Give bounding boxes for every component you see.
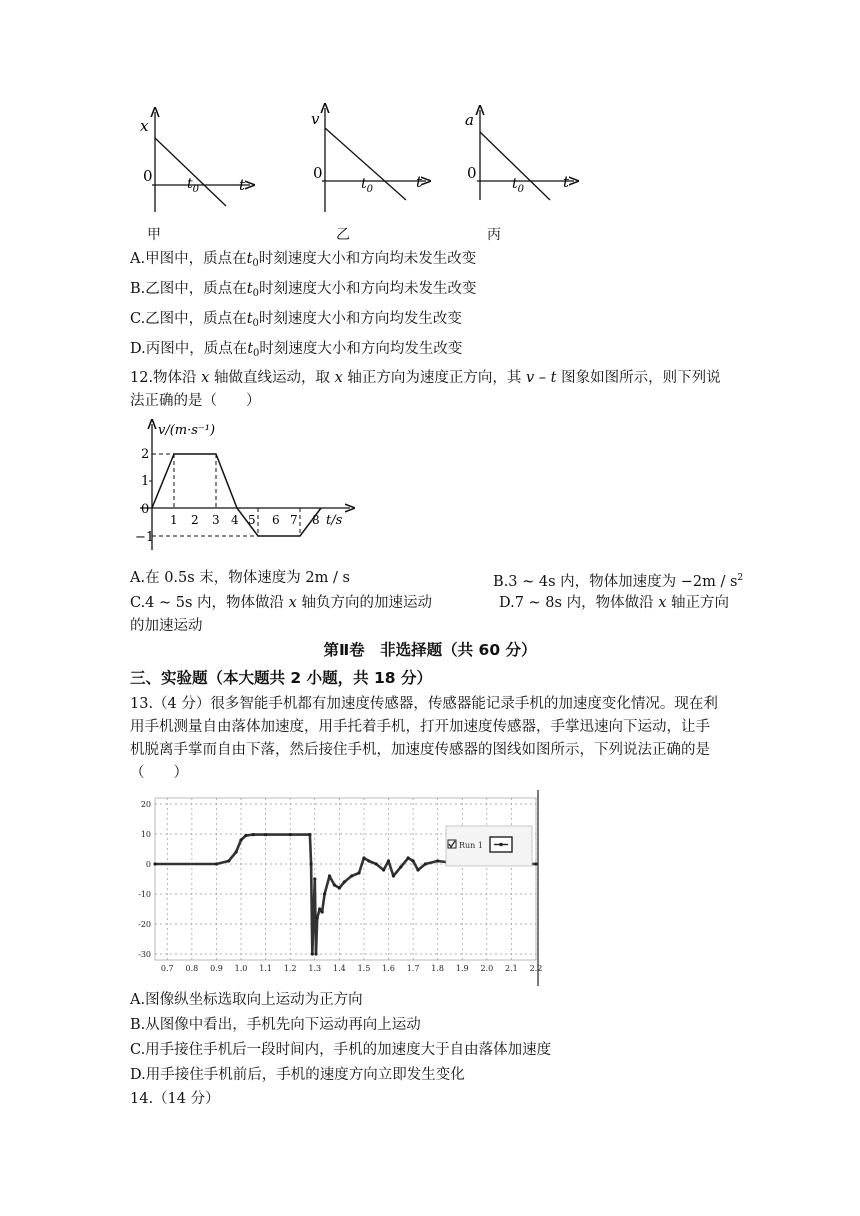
accel-chart (128, 790, 548, 986)
vt-ytick-0: 0 (141, 502, 150, 517)
chart-point (411, 859, 414, 862)
caption-jia: 甲 (147, 227, 161, 243)
chart-point (387, 859, 390, 862)
chart-point (407, 856, 410, 859)
chart-point (399, 865, 402, 868)
axis-y-bing: a (465, 111, 474, 129)
q13-option-c: C.用手接住手机后一段时间内，手机的加速度大于自由落体加速度 (130, 1042, 552, 1058)
q12-option-d: D.7 ~ 8s 内，物体做沿 x 轴正方向 (499, 595, 729, 611)
t0-jia: $t_0$ (187, 176, 200, 195)
chart-point (289, 833, 292, 836)
section-2-title: 第Ⅱ卷 非选择题（共 60 分） (323, 641, 537, 659)
chart-xtick-label: 1.1 (259, 964, 272, 973)
caption-yi: 乙 (336, 227, 350, 243)
vt-xtick-7: 7 (290, 513, 298, 527)
q12-option-d-cont: 的加速运动 (130, 618, 203, 634)
chart-point (309, 862, 312, 865)
axis-y-jia: x (140, 117, 149, 135)
q13-line3: 机脱离手掌而自由下落，然后接住手机，加速度传感器的图线如图所示，下列说法正确的是 (130, 742, 710, 758)
chart-point (314, 952, 317, 955)
chart-point (534, 862, 537, 865)
chart-xtick-label: 2.2 (529, 964, 543, 973)
chart-xtick-label: 1.8 (431, 964, 445, 973)
q12-stem-line1: 12.物体沿 x 轴做直线运动，取 x 轴正方向为速度正方向，其 v – t 图象如图所示，则下列说 (130, 370, 721, 386)
chart-plot-area (155, 798, 536, 960)
chart-point (424, 862, 427, 865)
chart-xtick-label: 1.9 (455, 964, 469, 973)
q11-option-c: C.乙图中，质点在$t_0$时刻速度大小和方向均发生改变 (130, 311, 462, 329)
chart-point (239, 838, 242, 841)
vt-xtick-1: 1 (170, 513, 178, 527)
chart-point (338, 886, 341, 889)
origin-bing: 0 (467, 164, 477, 182)
q14-heading: 14.（14 分） (130, 1091, 220, 1107)
legend-swatch-marker (499, 843, 503, 847)
chart-xtick-label: 1.7 (406, 964, 420, 973)
chart-point (323, 892, 326, 895)
vt-xtick-3: 3 (212, 513, 220, 527)
q11-option-d: D.丙图中，质点在$t_0$时刻速度大小和方向均发生改变 (130, 341, 463, 359)
vt-ytick-1: 1 (141, 474, 150, 489)
legend-label: Run 1 (459, 841, 483, 850)
chart-ytick-label: -10 (138, 890, 151, 899)
chart-xtick-label: 1.6 (382, 964, 395, 973)
chart-xtick-label: 2.0 (480, 964, 494, 973)
chart-point (328, 874, 331, 877)
origin-yi: 0 (313, 164, 323, 182)
vt-xtick-8: 8 (312, 513, 320, 527)
q12-stem-line2: 法正确的是（ ） (130, 393, 261, 409)
chart-ytick-label: -30 (138, 950, 151, 959)
graph-bing (465, 110, 574, 200)
graph-yi (311, 108, 426, 212)
chart-ytick-label: 10 (140, 830, 151, 839)
vt-xtick-2: 2 (191, 513, 199, 527)
q12-option-b: B.3 ~ 4s 内，物体加速度为 $-2m / s^2$ (493, 573, 744, 590)
chart-point (316, 916, 319, 919)
vt-xlabel: t/s (326, 513, 343, 528)
origin-jia: 0 (143, 167, 153, 185)
chart-xtick-label: 0.9 (210, 964, 223, 973)
chart-point (244, 834, 247, 837)
axis-x-jia: t (239, 176, 246, 194)
chart-point (153, 862, 156, 865)
chart-point (362, 856, 365, 859)
q11-graphs (0, 0, 860, 250)
chart-xtick-label: 1.3 (308, 964, 322, 973)
chart-point (264, 833, 267, 836)
chart-ytick-label: -20 (138, 920, 151, 929)
axis-x-bing: t (563, 173, 570, 191)
q13-option-b: B.从图像中看出，手机先向下运动再向上运动 (130, 1017, 421, 1033)
chart-point (318, 907, 321, 910)
chart-xtick-label: 1.4 (332, 964, 346, 973)
q13-line4: （ ） (130, 765, 188, 781)
chart-point (333, 883, 336, 886)
vt-xtick-6: 6 (272, 513, 280, 527)
chart-xtick-label: 2.1 (505, 964, 518, 973)
chart-point (313, 877, 316, 880)
chart-point (215, 862, 218, 865)
axis-y-yi: v (311, 110, 320, 128)
vt-ytick-2: 2 (141, 447, 150, 462)
q12-vt-graph (130, 418, 360, 564)
vt-xtick-4: 4 (231, 513, 239, 527)
chart-point (343, 880, 346, 883)
chart-point (311, 952, 314, 955)
chart-point (252, 833, 255, 836)
chart-point (357, 871, 360, 874)
caption-bing: 丙 (487, 227, 501, 243)
axis-x-yi: t (416, 173, 423, 191)
graph-jia (140, 112, 250, 212)
q11-option-b: B.乙图中，质点在$t_0$时刻速度大小和方向均未发生改变 (130, 281, 477, 299)
chart-point (416, 868, 419, 871)
q12-option-a: A.在 0.5s 末，物体速度为 2m / s (130, 570, 350, 586)
q13-option-a: A.图像纵坐标选取向上运动为正方向 (130, 992, 363, 1008)
chart-xtick-label: 0.7 (160, 964, 174, 973)
chart-point (375, 862, 378, 865)
t0-bing: $t_0$ (512, 176, 525, 195)
vt-xtick-5: 5 (248, 513, 256, 527)
vt-ytick-neg1: −1 (135, 530, 155, 545)
vt-ylabel: v/(m·s⁻¹) (158, 423, 216, 438)
chart-ytick-label: 0 (145, 860, 151, 869)
t0-yi: $t_0$ (361, 176, 374, 195)
chart-xtick-label: 1.5 (357, 964, 371, 973)
q11-option-a: A.甲图中，质点在$t_0$时刻速度大小和方向均未发生改变 (130, 251, 477, 269)
chart-point (367, 859, 370, 862)
chart-xtick-label: 0.8 (185, 964, 199, 973)
chart-xtick-label: 1.2 (283, 964, 297, 973)
chart-point (308, 833, 311, 836)
chart-point (227, 859, 230, 862)
q13-option-d: D.用手接住手机前后，手机的速度方向立即发生变化 (130, 1067, 465, 1083)
chart-point (321, 910, 324, 913)
section-3-title: 三、实验题（本大题共 2 小题，共 18 分） (130, 669, 432, 687)
q12-option-c: C.4 ~ 5s 内，物体做沿 x 轴负方向的加速运动 (130, 595, 432, 611)
chart-point (382, 868, 385, 871)
line-jia (155, 138, 226, 206)
chart-point (436, 859, 439, 862)
chart-point (350, 874, 353, 877)
chart-point (392, 874, 395, 877)
q13-line1: 13.（4 分）很多智能手机都有加速度传感器，传感器能记录手机的加速度变化情况。现在利 (130, 696, 718, 712)
chart-point (235, 850, 238, 853)
chart-ytick-label: 20 (140, 800, 151, 809)
chart-xtick-label: 1.0 (234, 964, 248, 973)
q13-line2: 用手机测量自由落体加速度，用手托着手机，打开加速度传感器，手掌迅速向下运动，让手 (130, 719, 710, 735)
